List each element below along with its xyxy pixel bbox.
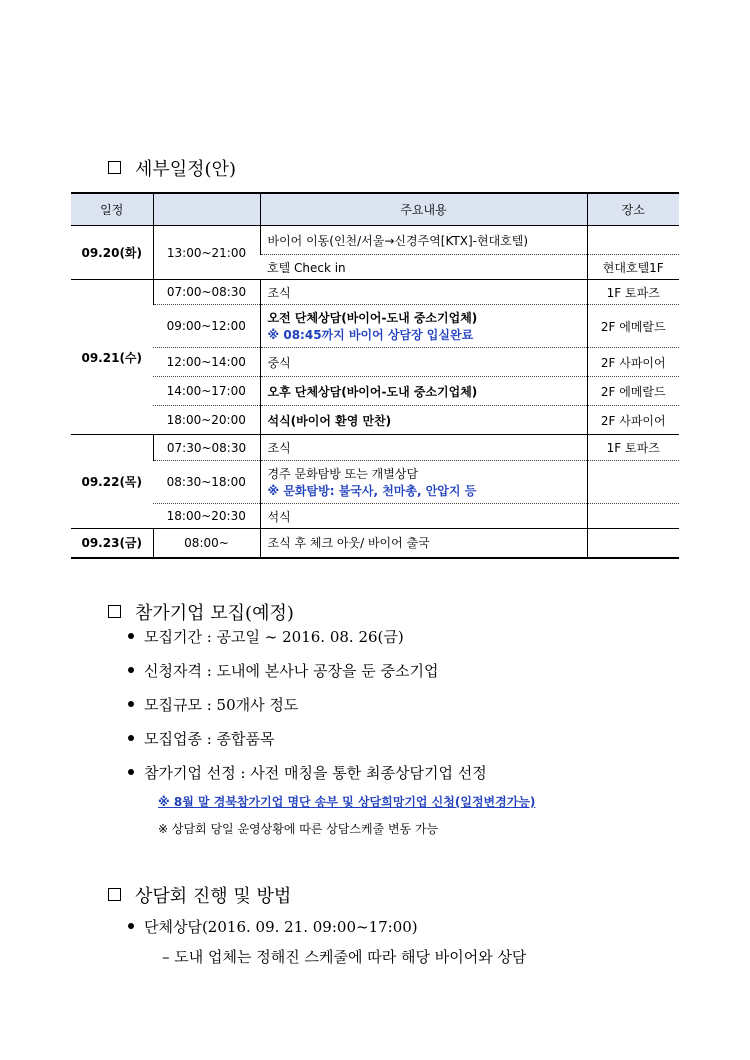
bullet-dot-icon [128,633,134,639]
date-cell: 09.23(금) [71,529,153,558]
table-row [71,504,679,529]
content-note: ※ 문화탐방: 불국사, 천마총, 안압지 등 [267,484,477,498]
content-cell: 조식 후 체크 아웃/ 바이어 출국 [260,529,587,558]
place-cell [587,504,679,529]
place-cell [587,529,679,558]
content-cell: 조식 [260,435,587,461]
list-item-text: 모집업종 : 종합품목 [144,730,275,748]
method-item [128,916,418,937]
section-heading-method [108,882,291,908]
time-cell: 07:00~08:30 [153,280,260,305]
list-item-text: 모집기간 : 공고일 ~ 2016. 08. 26(금) [144,628,404,646]
table-row [71,305,679,348]
time-cell: 12:00~14:00 [153,348,260,377]
checkbox-square-icon [108,888,121,901]
date-cell: 09.22(목) [71,435,153,529]
table-row [71,377,679,406]
list-item [128,694,487,728]
bullet-dot-icon [128,667,134,673]
table-row [71,529,679,558]
list-item [128,762,487,796]
place-cell [587,226,679,255]
time-cell: 08:30~18:00 [153,461,260,504]
place-cell: 현대호텔1F [587,255,679,280]
place-cell: 1F 토파즈 [587,435,679,461]
list-item [128,728,487,762]
list-item [128,660,487,694]
list-item-text: 신청자격 : 도내에 본사나 공장을 둔 중소기업 [144,662,439,680]
place-cell: 2F 에메랄드 [587,305,679,348]
content-cell: 조식 [260,280,587,305]
content-cell: 오후 단체상담(바이어-도내 중소기업체) [260,377,587,406]
time-cell: 13:00~21:00 [153,226,260,280]
time-cell: 07:30~08:30 [153,435,260,461]
content-cell [260,305,587,348]
place-cell: 2F 에메랄드 [587,377,679,406]
date-cell: 09.21(수) [71,280,153,435]
checkbox-square-icon [108,605,121,618]
content-note: ※ 08:45까지 바이어 상담장 입실완료 [267,328,474,342]
section-title: 세부일정(안) [135,159,236,180]
header-date: 일정 [71,193,153,226]
time-cell: 08:00~ [153,529,260,558]
content-cell: 호텔 Check in [260,255,587,280]
content-cell: 석식(바이어 환영 만찬) [260,406,587,435]
content-cell: 중식 [260,348,587,377]
table-row [71,280,679,305]
table-row [71,348,679,377]
table-row [71,226,679,255]
list-item [128,626,487,660]
recruitment-list [128,626,487,796]
content-cell: 바이어 이동(인천/서울→신경주역[KTX]-현대호텔) [260,226,587,255]
header-content: 주요내용 [260,193,587,226]
table-row [71,406,679,435]
bullet-dot-icon [128,701,134,707]
bullet-dot-icon [128,735,134,741]
time-cell: 18:00~20:30 [153,504,260,529]
content-text: 경주 문화탐방 또는 개별상담 [267,467,419,481]
list-item-text: 모집규모 : 50개사 정도 [144,696,299,714]
table-row [71,435,679,461]
schedule-table [71,192,679,559]
recruitment-note: ※ 상담회 당일 운영상황에 따른 상담스케줄 변동 가능 [158,822,439,836]
time-cell: 14:00~17:00 [153,377,260,406]
header-place: 장소 [587,193,679,226]
time-cell: 18:00~20:00 [153,406,260,435]
table-row [71,461,679,504]
content-cell: 석식 [260,504,587,529]
bullet-dot-icon [128,923,134,929]
place-cell [587,461,679,504]
recruitment-note-highlight: ※ 8월 말 경북참가기업 명단 송부 및 상담희망기업 신청(일정변경가능) [158,795,536,809]
place-cell: 2F 사파이어 [587,406,679,435]
section-title: 상담회 진행 및 방법 [135,886,292,907]
bullet-dot-icon [128,769,134,775]
table-header-row [71,193,679,226]
time-cell: 09:00~12:00 [153,305,260,348]
place-cell: 1F 토파즈 [587,280,679,305]
place-cell: 2F 사파이어 [587,348,679,377]
date-cell: 09.20(화) [81,246,143,260]
checkbox-square-icon [108,161,121,174]
section-heading-recruitment [108,599,294,625]
list-item-text: 참가기업 선정 : 사전 매칭을 통한 최종상담기업 선정 [144,764,487,782]
section-heading-schedule [108,155,236,181]
section-title: 참가기업 모집(예정) [135,603,294,624]
content-text: 오전 단체상담(바이어-도내 중소기업체) [267,311,478,325]
content-cell [260,461,587,504]
header-date-time [153,193,260,226]
method-item-text: 단체상담(2016. 09. 21. 09:00~17:00) [144,918,418,936]
method-subitem: – 도내 업체는 정해진 스케줄에 따라 해당 바이어와 상담 [162,948,527,966]
